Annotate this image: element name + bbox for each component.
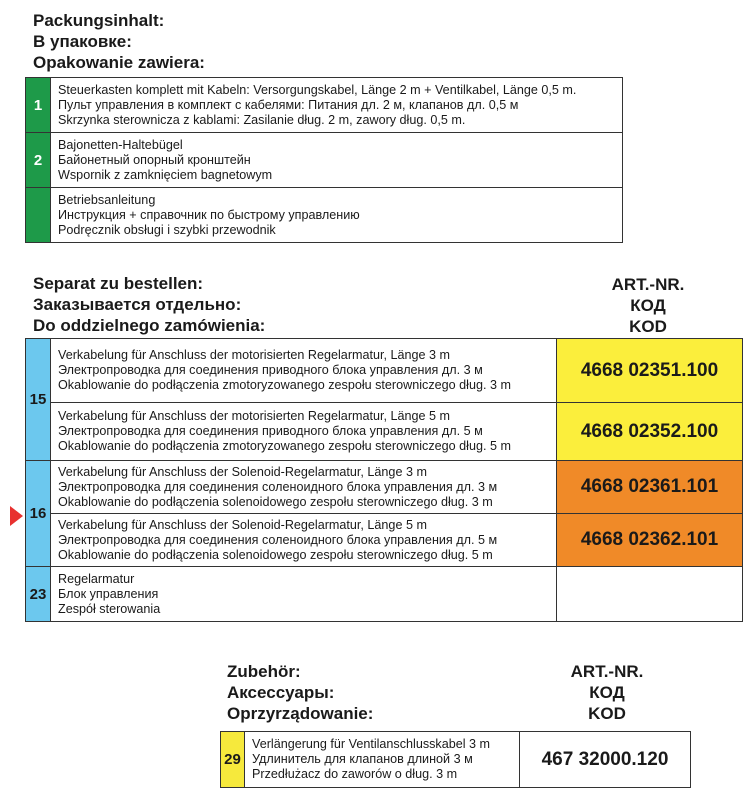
group-number: 15 bbox=[26, 339, 51, 461]
table-row bbox=[26, 133, 623, 188]
desc-line-ru: Электропроводка для соединения соленоидного блока управления дл. 5 м bbox=[58, 532, 498, 547]
desc-line-ru: Инструкция + справочник по быстрому управлению bbox=[58, 207, 360, 222]
item-description bbox=[51, 514, 557, 567]
desc-line-ru: Электропроводка для соединения приводного блока управления дл. 3 м bbox=[58, 363, 483, 377]
artnr-label-ru: КОД bbox=[589, 683, 625, 702]
item-number: 29 bbox=[221, 732, 245, 788]
table-row bbox=[26, 461, 743, 514]
package-heading-ru: В упаковке: bbox=[33, 32, 132, 51]
item-number: 1 bbox=[26, 78, 51, 133]
desc-line-pl: Przedłużacz do zaworów o dług. 3 m bbox=[252, 767, 458, 781]
separate-artnr-heading bbox=[568, 274, 728, 337]
desc-line-pl: Zespół sterowania bbox=[58, 601, 161, 616]
item-number bbox=[26, 188, 51, 243]
table-row bbox=[26, 78, 623, 133]
pointer-arrow-icon bbox=[10, 506, 23, 526]
table-row bbox=[26, 403, 743, 461]
desc-line-ru: Удлинитель для клапанов длиной 3 м bbox=[252, 752, 473, 766]
table-row bbox=[26, 188, 623, 243]
artnr-label-ru: КОД bbox=[630, 296, 666, 315]
package-heading-pl: Opakowanie zawiera: bbox=[33, 53, 205, 72]
separate-heading bbox=[33, 273, 265, 336]
artnr-label-pl: KOD bbox=[588, 704, 626, 723]
accessories-artnr-heading bbox=[527, 661, 687, 724]
item-description bbox=[51, 403, 557, 461]
package-heading bbox=[33, 10, 205, 73]
item-description bbox=[51, 188, 623, 243]
accessories-heading-ru: Аксессуары: bbox=[227, 683, 335, 702]
desc-line-ru: Байонетный опорный кронштейн bbox=[58, 152, 251, 167]
desc-line-de: Regelarmatur bbox=[58, 571, 135, 586]
item-description bbox=[51, 461, 557, 514]
desc-line-ru: Электропроводка для соединения соленоидного блока управления дл. 3 м bbox=[58, 479, 498, 494]
item-number: 2 bbox=[26, 133, 51, 188]
accessories-heading-pl: Oprzyrządowanie: bbox=[227, 704, 374, 723]
table-row bbox=[26, 514, 743, 567]
item-description bbox=[51, 567, 557, 622]
desc-line-ru: Пульт управления в комплект с кабелями: Питания дл. 2 м, клапанов дл. 0,5 м bbox=[58, 97, 519, 112]
desc-line-de: Verkabelung für Anschluss der Solenoid-Regelarmatur, Länge 5 m bbox=[58, 517, 427, 532]
item-description bbox=[51, 339, 557, 403]
desc-line-de: Bajonetten-Haltebügel bbox=[58, 137, 183, 152]
group-number: 16 bbox=[26, 461, 51, 567]
table-row bbox=[26, 339, 743, 403]
separate-heading-ru: Заказывается отдельно: bbox=[33, 295, 242, 314]
group-number: 23 bbox=[26, 567, 51, 622]
desc-line-de: Betriebsanleitung bbox=[58, 192, 156, 207]
article-code: 467 32000.120 bbox=[520, 732, 691, 788]
item-description bbox=[245, 732, 520, 788]
separate-table bbox=[25, 338, 743, 622]
artnr-label-pl: KOD bbox=[629, 317, 667, 336]
table-row bbox=[26, 567, 743, 622]
desc-line-ru: Блок управления bbox=[58, 586, 159, 601]
desc-line-ru: Электропроводка для соединения приводного блока управления дл. 5 м bbox=[58, 424, 483, 438]
article-code: 4668 02352.100 bbox=[557, 403, 743, 461]
article-code: 4668 02362.101 bbox=[557, 514, 743, 567]
item-description bbox=[51, 133, 623, 188]
desc-line-pl: Okablowanie do podłączenia solenoidowego zespołu sterowniczego dług. 5 m bbox=[58, 547, 493, 562]
artnr-label-de: ART.-NR. bbox=[570, 662, 644, 681]
separate-heading-pl: Do oddzielnego zamówienia: bbox=[33, 316, 266, 335]
article-code: 4668 02351.100 bbox=[557, 339, 743, 403]
desc-line-pl: Okablowanie do podłączenia zmotoryzowanego zespołu sterowniczego dług. 3 m bbox=[58, 378, 511, 392]
item-description bbox=[51, 78, 623, 133]
desc-line-pl: Podręcznik obsługi i szybki przewodnik bbox=[58, 222, 276, 237]
desc-line-de: Verkabelung für Anschluss der Solenoid-Regelarmatur, Länge 3 m bbox=[58, 464, 427, 479]
accessories-table bbox=[220, 731, 691, 788]
desc-line-pl: Skrzynka sterownicza z kablami: Zasilanie dług. 2 m, zawory dług. 0,5 m. bbox=[58, 112, 466, 127]
desc-line-de: Verlängerung für Ventilanschlusskabel 3 m bbox=[252, 737, 491, 751]
table-row bbox=[221, 732, 691, 788]
desc-line-pl: Wspornik z zamknięciem bagnetowym bbox=[58, 167, 273, 182]
desc-line-pl: Okablowanie do podłączenia solenoidowego zespołu sterowniczego dług. 3 m bbox=[58, 494, 493, 509]
package-table bbox=[25, 77, 623, 243]
desc-line-pl: Okablowanie do podłączenia zmotoryzowanego zespołu sterowniczego dług. 5 m bbox=[58, 439, 511, 453]
desc-line-de: Verkabelung für Anschluss der motorisierten Regelarmatur, Länge 5 m bbox=[58, 409, 451, 423]
desc-line-de: Steuerkasten komplett mit Kabeln: Versorgungskabel, Länge 2 m + Ventilkabel, Länge 0,5 m. bbox=[58, 82, 577, 97]
separate-heading-de: Separat zu bestellen: bbox=[33, 274, 204, 293]
article-code: 4668 02361.101 bbox=[557, 461, 743, 514]
accessories-heading-de: Zubehör: bbox=[227, 662, 301, 681]
article-code bbox=[557, 567, 743, 622]
desc-line-de: Verkabelung für Anschluss der motorisierten Regelarmatur, Länge 3 m bbox=[58, 348, 451, 362]
accessories-heading bbox=[227, 661, 373, 724]
package-heading-de: Packungsinhalt: bbox=[33, 11, 165, 30]
artnr-label-de: ART.-NR. bbox=[611, 275, 685, 294]
